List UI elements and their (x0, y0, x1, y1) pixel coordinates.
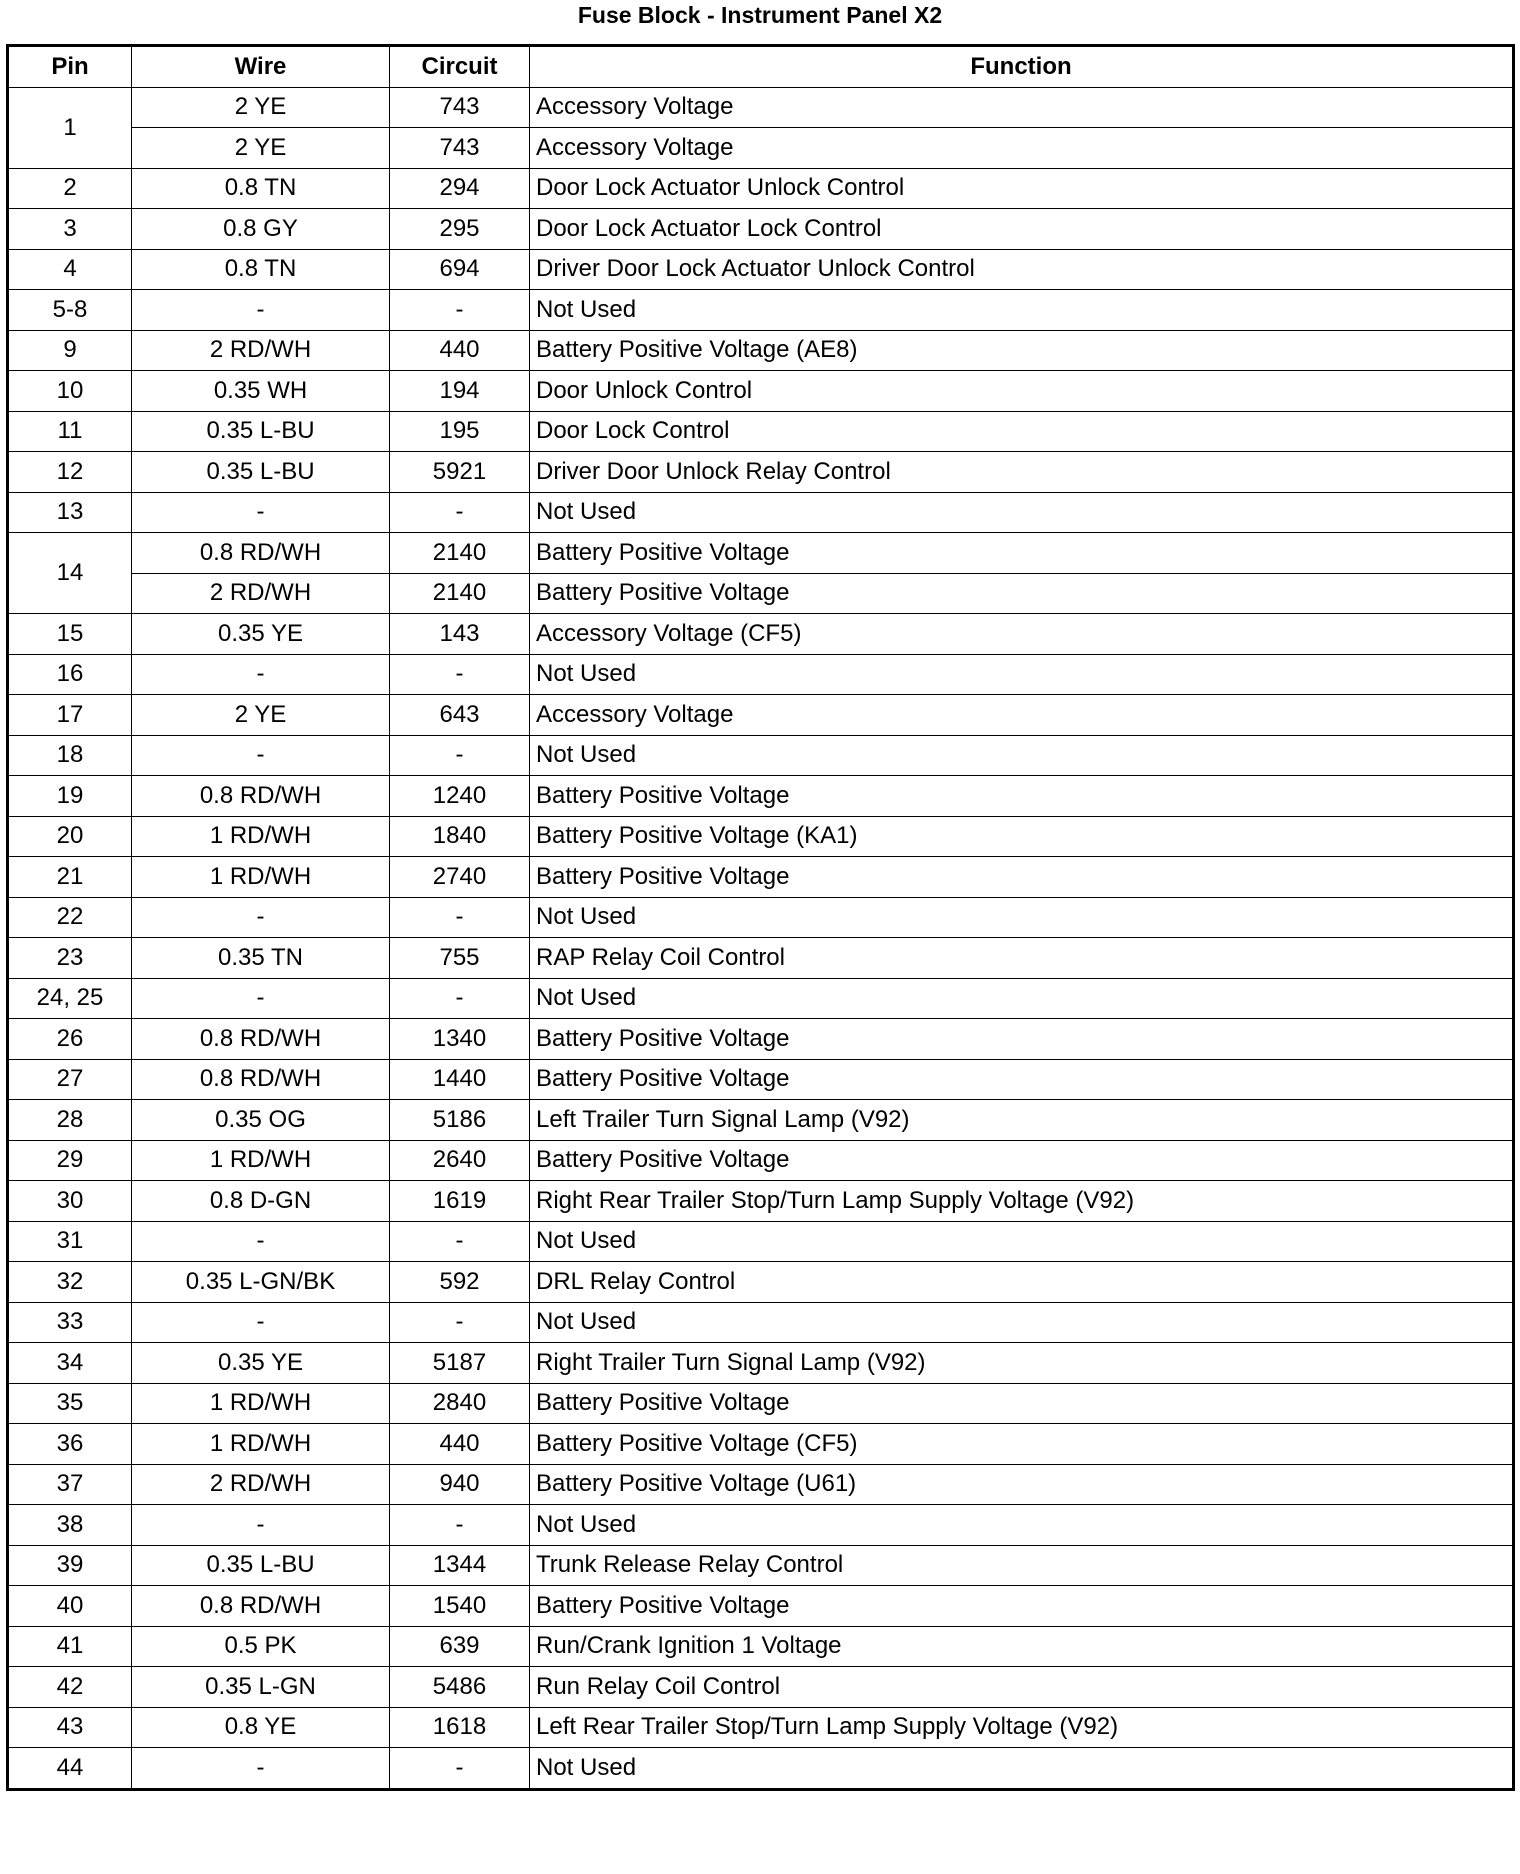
pin-cell: 40 (8, 1586, 132, 1627)
function-cell: Left Trailer Turn Signal Lamp (V92) (530, 1100, 1514, 1141)
wire-cell: 1 RD/WH (132, 1424, 390, 1465)
wire-cell: 0.8 GY (132, 209, 390, 250)
wire-cell: - (132, 654, 390, 695)
wire-cell: - (132, 1302, 390, 1343)
circuit-cell: 5921 (390, 452, 530, 493)
pin-cell: 12 (8, 452, 132, 493)
wire-cell: 0.8 YE (132, 1707, 390, 1748)
table-row (8, 816, 1514, 857)
header-pin: Pin (8, 46, 132, 88)
function-cell: Door Lock Control (530, 411, 1514, 452)
table-row (8, 249, 1514, 290)
pin-cell: 9 (8, 330, 132, 371)
circuit-cell: - (390, 492, 530, 533)
table-body (8, 87, 1514, 1789)
pin-cell: 24, 25 (8, 978, 132, 1019)
table-row (8, 1019, 1514, 1060)
wire-cell: 0.8 RD/WH (132, 1059, 390, 1100)
table-row (8, 776, 1514, 817)
function-cell: Not Used (530, 978, 1514, 1019)
function-cell: Accessory Voltage (530, 87, 1514, 128)
table-row (8, 87, 1514, 128)
pin-cell: 15 (8, 614, 132, 655)
wire-cell: 0.8 TN (132, 249, 390, 290)
circuit-cell: 194 (390, 371, 530, 412)
table-row (8, 978, 1514, 1019)
function-cell: Battery Positive Voltage (CF5) (530, 1424, 1514, 1465)
wire-cell: 0.8 D-GN (132, 1181, 390, 1222)
table-row (8, 1545, 1514, 1586)
table-row (8, 1464, 1514, 1505)
pin-cell: 18 (8, 735, 132, 776)
function-cell: Battery Positive Voltage (530, 857, 1514, 898)
function-cell: Battery Positive Voltage (530, 1140, 1514, 1181)
wire-cell: 0.35 OG (132, 1100, 390, 1141)
pin-cell: 30 (8, 1181, 132, 1222)
circuit-cell: 5187 (390, 1343, 530, 1384)
wire-cell: 0.8 RD/WH (132, 1019, 390, 1060)
circuit-cell: 143 (390, 614, 530, 655)
circuit-cell: - (390, 290, 530, 331)
wire-cell: 0.8 RD/WH (132, 1586, 390, 1627)
pin-cell: 5-8 (8, 290, 132, 331)
pin-cell: 21 (8, 857, 132, 898)
wire-cell: 0.35 YE (132, 1343, 390, 1384)
table-row (8, 735, 1514, 776)
wire-cell: 0.35 L-BU (132, 452, 390, 493)
pin-cell: 43 (8, 1707, 132, 1748)
table-row (8, 1302, 1514, 1343)
table-row (8, 492, 1514, 533)
function-cell: Battery Positive Voltage (U61) (530, 1464, 1514, 1505)
table-row (8, 1059, 1514, 1100)
function-cell: Battery Positive Voltage (530, 533, 1514, 574)
pin-cell: 11 (8, 411, 132, 452)
pin-cell: 23 (8, 938, 132, 979)
wire-cell: 2 RD/WH (132, 1464, 390, 1505)
pin-cell: 29 (8, 1140, 132, 1181)
wire-cell: 0.35 L-BU (132, 411, 390, 452)
pin-cell: 44 (8, 1748, 132, 1790)
circuit-cell: 1619 (390, 1181, 530, 1222)
wire-cell: 0.5 PK (132, 1626, 390, 1667)
circuit-cell: 2140 (390, 573, 530, 614)
wire-cell: 0.35 L-GN (132, 1667, 390, 1708)
wire-cell: 1 RD/WH (132, 857, 390, 898)
table-row (8, 1140, 1514, 1181)
wire-cell: 2 YE (132, 87, 390, 128)
circuit-cell: 5186 (390, 1100, 530, 1141)
circuit-cell: 1344 (390, 1545, 530, 1586)
circuit-cell: - (390, 1302, 530, 1343)
function-cell: Not Used (530, 1748, 1514, 1790)
wire-cell: - (132, 1505, 390, 1546)
table-row (8, 695, 1514, 736)
document-title: Fuse Block - Instrument Panel X2 (577, 2, 943, 28)
function-cell: Not Used (530, 492, 1514, 533)
function-cell: Battery Positive Voltage (KA1) (530, 816, 1514, 857)
table-row (8, 1505, 1514, 1546)
function-cell: Driver Door Lock Actuator Unlock Control (530, 249, 1514, 290)
connector-pinout-table (6, 44, 1515, 1791)
header-circuit: Circuit (390, 46, 530, 88)
wire-cell: 1 RD/WH (132, 816, 390, 857)
table-row (8, 533, 1514, 574)
circuit-cell: 1840 (390, 816, 530, 857)
circuit-cell: - (390, 654, 530, 695)
wire-cell: 0.35 L-BU (132, 1545, 390, 1586)
table-row (8, 128, 1514, 169)
circuit-cell: 743 (390, 128, 530, 169)
table-row (8, 411, 1514, 452)
pin-cell: 20 (8, 816, 132, 857)
circuit-cell: 2740 (390, 857, 530, 898)
pin-cell: 10 (8, 371, 132, 412)
table-row (8, 938, 1514, 979)
wire-cell: 0.8 TN (132, 168, 390, 209)
pin-cell: 42 (8, 1667, 132, 1708)
wire-cell: - (132, 1748, 390, 1790)
function-cell: RAP Relay Coil Control (530, 938, 1514, 979)
function-cell: Battery Positive Voltage (530, 1059, 1514, 1100)
function-cell: Not Used (530, 654, 1514, 695)
table-row (8, 371, 1514, 412)
pin-cell: 3 (8, 209, 132, 250)
wire-cell: 1 RD/WH (132, 1383, 390, 1424)
wire-cell: 2 RD/WH (132, 573, 390, 614)
function-cell: Not Used (530, 735, 1514, 776)
pin-cell: 17 (8, 695, 132, 736)
function-cell: Battery Positive Voltage (530, 1019, 1514, 1060)
circuit-cell: 694 (390, 249, 530, 290)
pin-cell: 22 (8, 897, 132, 938)
wire-cell: - (132, 290, 390, 331)
function-cell: Battery Positive Voltage (530, 1383, 1514, 1424)
wire-cell: 0.35 TN (132, 938, 390, 979)
wire-cell: 2 YE (132, 695, 390, 736)
pin-cell: 32 (8, 1262, 132, 1303)
circuit-cell: 1440 (390, 1059, 530, 1100)
table-row (8, 330, 1514, 371)
function-cell: Run Relay Coil Control (530, 1667, 1514, 1708)
table-row (8, 1626, 1514, 1667)
table-header-row (8, 46, 1514, 88)
table-row (8, 1383, 1514, 1424)
circuit-cell: - (390, 897, 530, 938)
wire-cell: 2 RD/WH (132, 330, 390, 371)
table-row (8, 290, 1514, 331)
pin-cell: 4 (8, 249, 132, 290)
wire-cell: 0.35 L-GN/BK (132, 1262, 390, 1303)
wire-cell: - (132, 1221, 390, 1262)
pin-cell: 26 (8, 1019, 132, 1060)
table-row (8, 1100, 1514, 1141)
wire-cell: - (132, 978, 390, 1019)
function-cell: Battery Positive Voltage (530, 776, 1514, 817)
circuit-cell: - (390, 1221, 530, 1262)
pin-cell: 37 (8, 1464, 132, 1505)
wire-cell: - (132, 492, 390, 533)
table-row (8, 1181, 1514, 1222)
function-cell: Battery Positive Voltage (530, 573, 1514, 614)
table-row (8, 897, 1514, 938)
function-cell: Battery Positive Voltage (530, 1586, 1514, 1627)
pin-cell: 31 (8, 1221, 132, 1262)
function-cell: Accessory Voltage (530, 695, 1514, 736)
function-cell: DRL Relay Control (530, 1262, 1514, 1303)
table-row (8, 1221, 1514, 1262)
function-cell: Right Trailer Turn Signal Lamp (V92) (530, 1343, 1514, 1384)
circuit-cell: 2640 (390, 1140, 530, 1181)
function-cell: Accessory Voltage (CF5) (530, 614, 1514, 655)
function-cell: Left Rear Trailer Stop/Turn Lamp Supply Voltage (V92) (530, 1707, 1514, 1748)
circuit-cell: - (390, 978, 530, 1019)
circuit-cell: 440 (390, 330, 530, 371)
function-cell: Driver Door Unlock Relay Control (530, 452, 1514, 493)
wire-cell: 0.8 RD/WH (132, 776, 390, 817)
circuit-cell: 2840 (390, 1383, 530, 1424)
pin-cell: 14 (8, 533, 132, 614)
pin-cell: 41 (8, 1626, 132, 1667)
table-row (8, 1707, 1514, 1748)
pin-cell: 28 (8, 1100, 132, 1141)
circuit-cell: 940 (390, 1464, 530, 1505)
function-cell: Trunk Release Relay Control (530, 1545, 1514, 1586)
circuit-cell: 639 (390, 1626, 530, 1667)
circuit-cell: 743 (390, 87, 530, 128)
pin-cell: 35 (8, 1383, 132, 1424)
function-cell: Battery Positive Voltage (AE8) (530, 330, 1514, 371)
pin-cell: 34 (8, 1343, 132, 1384)
wire-cell: 0.35 YE (132, 614, 390, 655)
function-cell: Accessory Voltage (530, 128, 1514, 169)
circuit-cell: 195 (390, 411, 530, 452)
circuit-cell: 1618 (390, 1707, 530, 1748)
circuit-cell: 755 (390, 938, 530, 979)
pin-cell: 16 (8, 654, 132, 695)
function-cell: Not Used (530, 1302, 1514, 1343)
circuit-cell: 294 (390, 168, 530, 209)
pin-cell: 19 (8, 776, 132, 817)
circuit-cell: - (390, 735, 530, 776)
circuit-cell: 5486 (390, 1667, 530, 1708)
header-function: Function (530, 46, 1514, 88)
table-row (8, 1586, 1514, 1627)
table-row (8, 452, 1514, 493)
pin-cell: 38 (8, 1505, 132, 1546)
function-cell: Door Lock Actuator Unlock Control (530, 168, 1514, 209)
table-row (8, 209, 1514, 250)
wire-cell: 1 RD/WH (132, 1140, 390, 1181)
table-row (8, 654, 1514, 695)
table-row (8, 1343, 1514, 1384)
wire-cell: 0.8 RD/WH (132, 533, 390, 574)
pin-cell: 2 (8, 168, 132, 209)
circuit-cell: 440 (390, 1424, 530, 1465)
pin-cell: 27 (8, 1059, 132, 1100)
function-cell: Not Used (530, 897, 1514, 938)
pin-cell: 1 (8, 87, 132, 168)
table-row (8, 1748, 1514, 1790)
header-wire: Wire (132, 46, 390, 88)
pin-cell: 13 (8, 492, 132, 533)
circuit-cell: 1340 (390, 1019, 530, 1060)
table-row (8, 857, 1514, 898)
circuit-cell: - (390, 1505, 530, 1546)
function-cell: Door Unlock Control (530, 371, 1514, 412)
circuit-cell: 1240 (390, 776, 530, 817)
wire-cell: - (132, 735, 390, 776)
pin-cell: 33 (8, 1302, 132, 1343)
circuit-cell: 643 (390, 695, 530, 736)
function-cell: Not Used (530, 1505, 1514, 1546)
circuit-cell: 592 (390, 1262, 530, 1303)
wire-cell: 0.35 WH (132, 371, 390, 412)
wire-cell: - (132, 897, 390, 938)
circuit-cell: 295 (390, 209, 530, 250)
table-row (8, 1667, 1514, 1708)
table-row (8, 573, 1514, 614)
function-cell: Door Lock Actuator Lock Control (530, 209, 1514, 250)
circuit-cell: 1540 (390, 1586, 530, 1627)
table-row (8, 1262, 1514, 1303)
pin-cell: 39 (8, 1545, 132, 1586)
pin-cell: 36 (8, 1424, 132, 1465)
table-row (8, 614, 1514, 655)
table-row (8, 168, 1514, 209)
function-cell: Not Used (530, 1221, 1514, 1262)
function-cell: Right Rear Trailer Stop/Turn Lamp Supply Voltage (V92) (530, 1181, 1514, 1222)
table-row (8, 1424, 1514, 1465)
function-cell: Run/Crank Ignition 1 Voltage (530, 1626, 1514, 1667)
circuit-cell: - (390, 1748, 530, 1790)
function-cell: Not Used (530, 290, 1514, 331)
circuit-cell: 2140 (390, 533, 530, 574)
wire-cell: 2 YE (132, 128, 390, 169)
